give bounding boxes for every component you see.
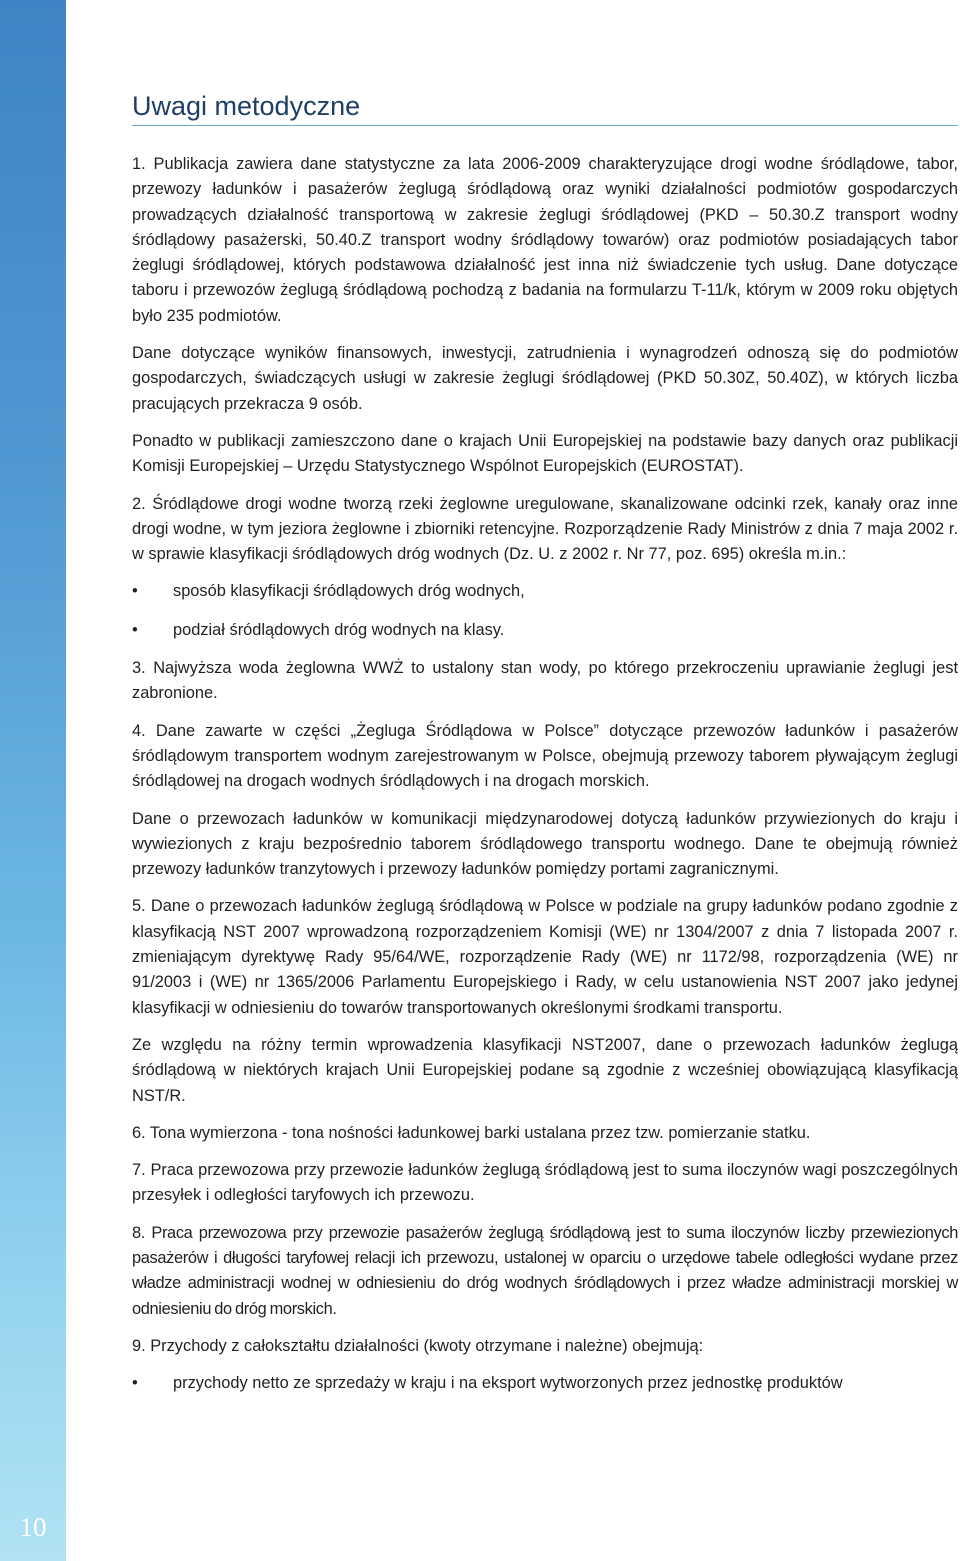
paragraph-eu-data: Ponadto w publikacji zamieszczono dane o krajach Unii Europejskiej na podstawie bazy danych oraz publikacji Komisji Europejskiej – Urzędu Statystycznego Wspólnot Europejskich (EUROSTAT). (132, 431, 958, 476)
list-item-text: przychody netto ze sprzedaży w kraju i na eksport wytworzonych przez jednostkę produktów (173, 1374, 843, 1393)
page-content (132, 90, 958, 1409)
paragraph-9-revenues: 9. Przychody z całokształtu działalności (kwoty otrzymane i należne) obejmują: (132, 1336, 704, 1355)
bullet-icon: • (132, 582, 138, 601)
paragraph-nst-r: Ze względu na różny termin wprowadzenia klasyfikacji NST2007, dane o przewozach ładunków żeglugą śródlądową w niektórych krajach Unii Europejskiej podane są zgodnie z wcześniej obowiązującą klasyfikacją NST/R. (132, 1035, 958, 1105)
paragraph-7-cargo-work: 7. Praca przewozowa przy przewozie ładunków żeglugą śródlądową jest to suma iloczynów wagi poszczególnych przesyłek i odległości taryfowych ich przewozu. (132, 1161, 958, 1205)
waterways-bullet-list (132, 579, 958, 643)
list-item (132, 1371, 958, 1396)
paragraph-6-measured-ton: 6. Tona wymierzona - tona nośności ładunkowej barki ustalana przez tzw. pomierzanie statku. (132, 1123, 811, 1142)
section-title: Uwagi metodyczne (132, 90, 958, 126)
page-sidebar-band (0, 0, 66, 1561)
paragraph-5-nst2007: 5. Dane o przewozach ładunków żeglugą śródlądową w Polsce w podziale na grupy ładunków podano zgodnie z klasyfikacją NST 2007 wprowadzoną rozporządzeniem Komisji (WE) nr 1304/2007 z dnia 7 listopada 2007 r. zmieniającym dyrektywę Rady 95/64/WE, rozporządzenie Rady (WE) nr 1172/98, rozporządzenia (WE) nr 91/2003 i (WE) nr 1365/2006 Parlamentu Europejskiego i Rady, w celu ustanowienia NST 2007 jako jedynej klasyfikacji w odniesieniu do towarów transportowanych określonymi środkami transportu. (132, 897, 958, 1017)
paragraph-8-passenger-work: 8. Praca przewozowa przy przewozie pasażerów żeglugą śródlądową jest to suma iloczynów liczby przewiezionych pasażerów i długości taryfowej relacji ich przewozu, ustalonej w oparciu o urzędowe tabele odległości wydane przez władze administracji wodnej w odniesieniu do dróg wodnych śródlądowych i przez władze administracji morskiej w odniesieniu do dróg morskich. (132, 1223, 958, 1318)
paragraph-3-wwz: 3. Najwyższa woda żeglowna WWŻ to ustalony stan wody, po którego przekroczeniu uprawianie żeglugi jest zabronione. (132, 659, 958, 703)
paragraph-2-waterways: 2. Śródlądowe drogi wodne tworzą rzeki żeglowne uregulowane, skanalizowane odcinki rzek, kanały oraz inne drogi wodne, w tym jeziora żeglowne i zbiorniki retencyjne. Rozporządzenie Rady Ministrów z dnia 7 maja 2002 r. w sprawie klasyfikacji śródlądowych dróg wodnych (Dz. U. z 2002 r. Nr 77, poz. 695) określa m.in.: (132, 494, 958, 564)
list-item (132, 579, 958, 604)
list-item-text: sposób klasyfikacji śródlądowych dróg wodnych, (173, 582, 525, 601)
list-item (132, 618, 958, 643)
paragraph-international-transport: Dane o przewozach ładunków w komunikacji międzynarodowej dotyczą ładunków przywiezionych do kraju i wywiezionych z kraju bezpośrednio taborem śródlądowego transportu wodnego. Dane te obejmują również przewozy ładunków tranzytowych i przewozy ładunków pomiędzy portami zagranicznymi. (132, 809, 958, 879)
paragraph-financial-data: Dane dotyczące wyników finansowych, inwestycji, zatrudnienia i wynagrodzeń odnoszą się do podmiotów gospodarczych, świadczących usługi w zakresie żeglugi śródlądowej (PKD 50.30Z, 50.40Z), w których liczba pracujących przekracza 9 osób. (132, 344, 958, 413)
bullet-icon: • (132, 620, 138, 639)
list-item-text: podział śródlądowych dróg wodnych na klasy. (173, 620, 505, 639)
paragraph-1-scope: 1. Publikacja zawiera dane statystyczne za lata 2006-2009 charakteryzujące drogi wodne śródlądowe, tabor, przewozy ładunków i pasażerów żeglugą śródlądową oraz wyniki działalności podmiotów gospodarczych prowadzących działalność transportową w zakresie żeglugi śródlądowej (PKD – 50.30.Z transport wodny śródlądowy pasażerski, 50.40.Z transport wodny śródlądowy towarów) oraz podmiotów posiadających tabor żeglugi śródlądowej, których podstawowa działalność jest inna niż świadczenie tych usług. Dane dotyczące taboru i przewozów żeglugą śródlądową pochodzą z badania na formularzu T-11/k, którym w 2009 roku objętych było 235 podmiotów. (132, 155, 958, 325)
bullet-icon: • (132, 1374, 138, 1393)
paragraph-4-scope-of-transport: 4. Dane zawarte w części „Żegluga Śródlądowa w Polsce” dotyczące przewozów ładunków i pasażerów śródlądowym transportem wodnym zarejestrowanym w Polsce, obejmują przewozy taborem pływającym żeglugi śródlądowej na drogach wodnych śródlądowych i na drogach morskich. (132, 721, 958, 791)
page-number: 10 (19, 1512, 47, 1542)
revenues-bullet-list (132, 1371, 958, 1396)
body-text (132, 152, 958, 1396)
